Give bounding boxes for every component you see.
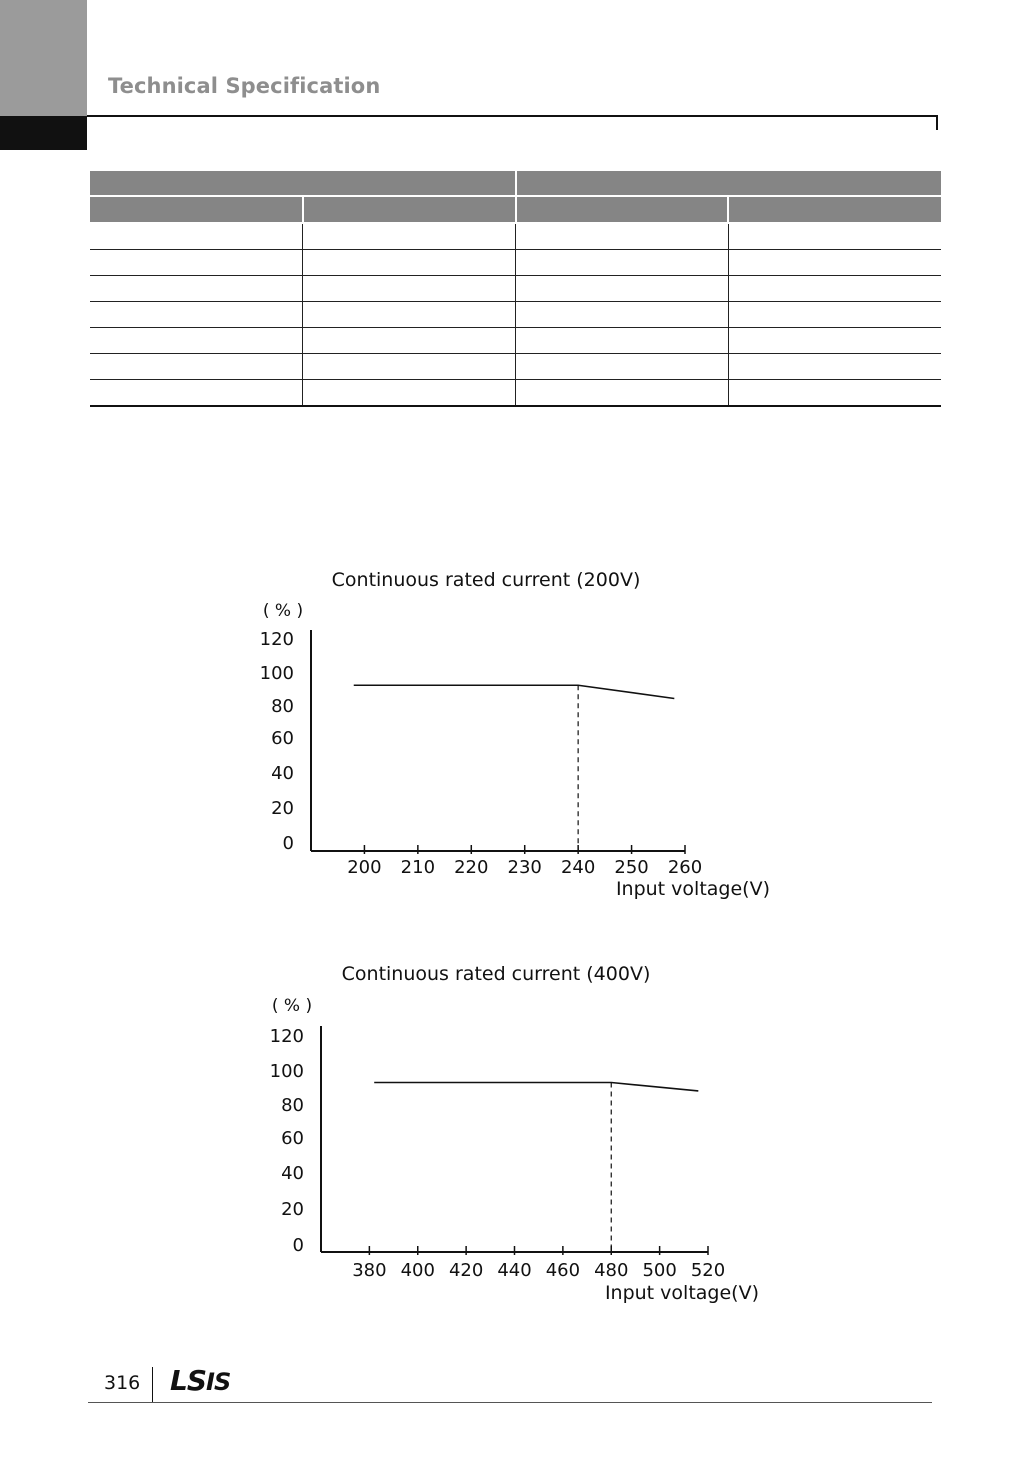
table-cell: [516, 380, 729, 407]
table-cell: [516, 223, 729, 250]
table-row: [90, 223, 941, 250]
x-tick-label: 240: [560, 857, 596, 878]
table-group-header-right: [516, 171, 942, 196]
table-cell: [728, 302, 941, 328]
table-column-header: [303, 196, 516, 223]
x-tick-label: 500: [642, 1260, 677, 1281]
footer-separator: [152, 1367, 153, 1403]
chart-400v: [0, 955, 1032, 1310]
table-cell: [90, 380, 303, 407]
series-line-rated-current: [354, 685, 675, 698]
x-tick-label: 210: [400, 857, 436, 878]
footer-rule: [88, 1402, 932, 1403]
y-tick-label: 120: [269, 1026, 304, 1047]
table-cell: [516, 328, 729, 354]
y-axis-unit-label: ( % ): [262, 601, 304, 621]
y-tick-label: 120: [259, 629, 294, 650]
table-cell: [90, 302, 303, 328]
x-tick-label: 480: [594, 1260, 629, 1281]
table-cell: [303, 380, 516, 407]
y-axis-unit-label: ( % ): [271, 996, 313, 1016]
chapter-tab: [0, 0, 87, 116]
series-line-rated-current: [374, 1083, 698, 1091]
y-tick-label: 40: [271, 763, 294, 784]
y-tick-label: 80: [281, 1095, 304, 1116]
y-tick-label: 0: [292, 1235, 304, 1256]
table-column-header: [90, 196, 303, 223]
header-rule: [87, 115, 938, 117]
y-tick-label: 100: [269, 1061, 304, 1082]
table-cell: [90, 354, 303, 380]
x-tick-label: 400: [400, 1260, 435, 1281]
table-cell: [90, 223, 303, 250]
y-tick-label: 60: [281, 1128, 304, 1149]
spec-table: [90, 171, 941, 407]
x-tick-label: 250: [614, 857, 649, 878]
table-cell: [728, 223, 941, 250]
table-body: [90, 223, 941, 406]
page-number: 316: [104, 1372, 141, 1394]
table-cell: [728, 250, 941, 276]
table-subheader-row: [90, 196, 941, 223]
table-cell: [728, 380, 941, 407]
table-cell: [303, 328, 516, 354]
table-cell: [90, 276, 303, 302]
table-row: [90, 302, 941, 328]
x-tick-label: 230: [507, 857, 542, 878]
x-tick-label: 420: [448, 1260, 484, 1281]
y-tick-label: 0: [282, 833, 294, 854]
x-tick-label: 520: [690, 1260, 726, 1281]
table-row: [90, 380, 941, 407]
table-row: [90, 250, 941, 276]
table-cell: [516, 276, 729, 302]
x-tick-label: 220: [454, 857, 489, 878]
table-cell: [728, 328, 941, 354]
x-tick-label: 200: [347, 857, 382, 878]
chart-title: Continuous rated current (400V): [341, 963, 651, 985]
x-tick-label: 440: [497, 1260, 532, 1281]
table-cell: [90, 250, 303, 276]
table-cell: [303, 276, 516, 302]
table-cell: [728, 276, 941, 302]
chart-title: Continuous rated current (200V): [331, 569, 641, 591]
table-cell: [516, 302, 729, 328]
y-tick-label: 40: [281, 1163, 304, 1184]
table-cell: [303, 250, 516, 276]
y-tick-label: 100: [259, 663, 294, 684]
table-cell: [303, 223, 516, 250]
x-tick-label: 260: [667, 857, 703, 878]
y-tick-label: 60: [271, 728, 294, 749]
y-tick-label: 20: [271, 798, 294, 819]
table-cell: [303, 302, 516, 328]
table-cell: [516, 250, 729, 276]
x-axis-label: Input voltage(V): [615, 878, 770, 900]
table-cell: [728, 354, 941, 380]
x-tick-label: 380: [352, 1260, 387, 1281]
chart-200v: [0, 560, 1032, 910]
table-cell: [90, 328, 303, 354]
company-logo: LSIS: [170, 1364, 231, 1397]
table-cell: [516, 354, 729, 380]
table-group-header-left: [90, 171, 516, 196]
header-rule-tick: [936, 115, 938, 130]
table-row: [90, 328, 941, 354]
x-tick-label: 460: [545, 1260, 581, 1281]
chapter-tab-marker: [0, 116, 87, 150]
table-row: [90, 276, 941, 302]
page-header-title: Technical Specification: [108, 74, 381, 98]
table-header-row: [90, 171, 941, 196]
y-tick-label: 20: [281, 1199, 304, 1220]
table-column-header: [516, 196, 729, 223]
y-tick-label: 80: [271, 696, 294, 717]
table-cell: [303, 354, 516, 380]
x-axis-label: Input voltage(V): [604, 1282, 759, 1304]
table-row: [90, 354, 941, 380]
table-column-header: [728, 196, 941, 223]
